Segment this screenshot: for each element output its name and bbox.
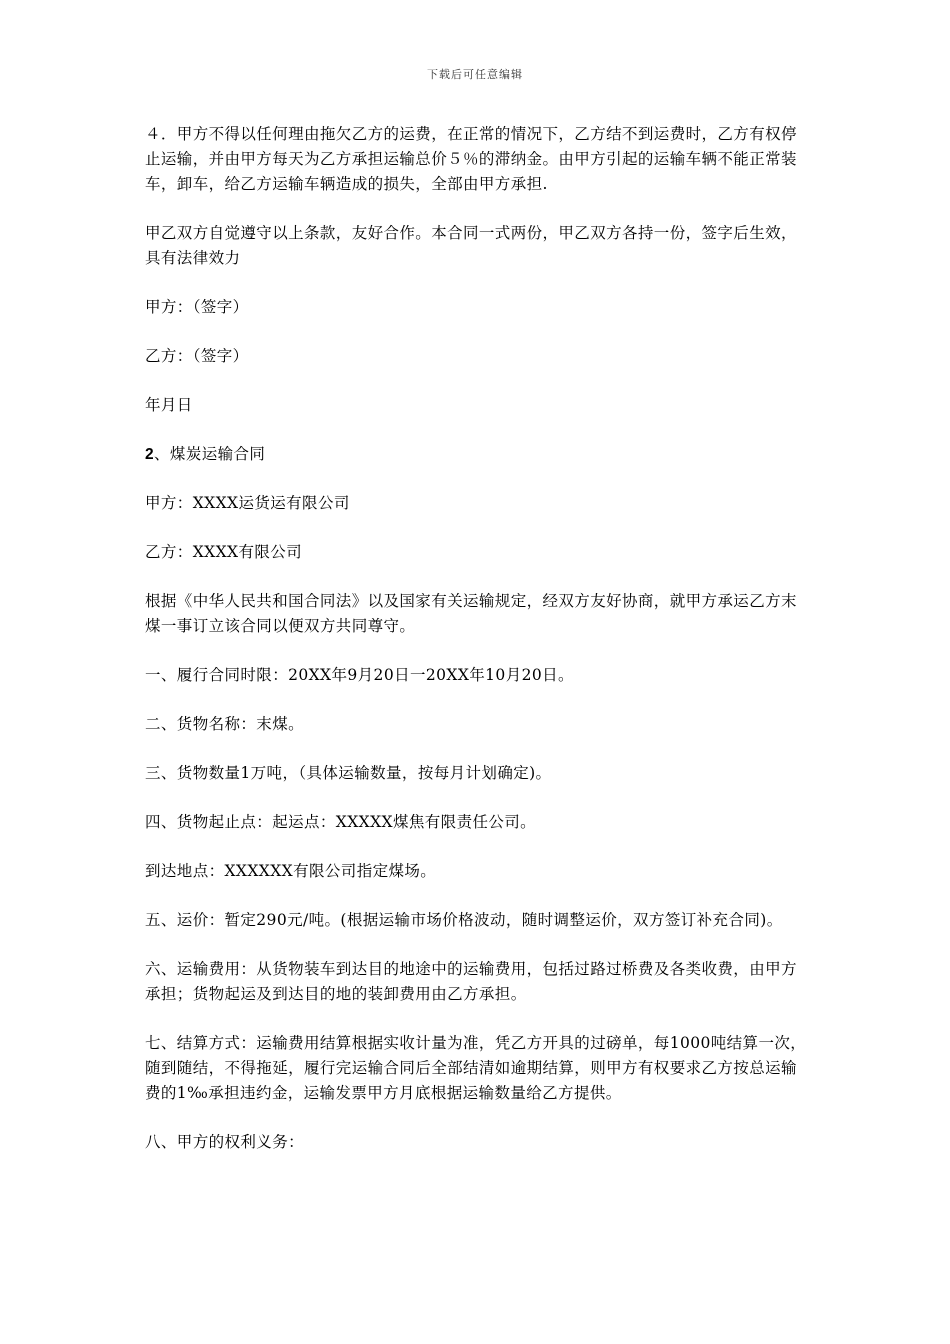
price-clause: 五、运价：暂定290元/吨。(根据运输市场价格波动，随时调整运价，双方签订补充合同)。 [145, 911, 783, 929]
goods-quantity-clause: 三、货物数量1万吨，（具体运输数量，按每月计划确定)。 [145, 764, 552, 782]
section-heading [145, 442, 810, 467]
goods-name-clause: 二、货物名称：末煤。 [145, 715, 305, 733]
settlement-clause: 七、结算方式：运输费用结算根据实收计量为准，凭乙方开具的过磅单，每1000吨结算一次，随到随结，不得拖延，履行完运输合同后全部结清如逾期结算，则甲方有权要求乙方按总运输费的1‰承担违约金，运输发票甲方月底根据运输数量给乙方提供。 [145, 1034, 807, 1102]
party-a-rights-heading: 八、甲方的权利义务： [145, 1133, 305, 1151]
section-title: 、煤炭运输合同 [154, 445, 266, 463]
party-a-signature: 甲方：（签字） [145, 298, 249, 316]
section-number: 2 [145, 446, 155, 463]
term-clause: 一、履行合同时限：20XX年9月20日一20XX年10月20日。 [145, 666, 574, 684]
destination-clause: 到达地点：XXXXXX有限公司指定煤场。 [145, 862, 437, 880]
page-header: 下载后可任意编辑 [427, 68, 523, 81]
document-body [145, 122, 810, 1179]
party-b-name: 乙方：XXXX有限公司 [145, 543, 303, 561]
transport-cost-clause: 六、运输费用：从货物装车到达目的地途中的运输费用，包括过路过桥费及各类收费，由甲方承担；货物起运及到达目的地的装卸费用由乙方承担。 [145, 960, 797, 1003]
agreement-paragraph: 甲乙双方自觉遵守以上条款，友好合作。本合同一式两份，甲乙双方各持一份，签字后生效，具有法律效力 [145, 224, 797, 267]
clause-4-paragraph: ４．甲方不得以任何理由拖欠乙方的运费，在正常的情况下，乙方结不到运费时，乙方有权停止运输，并由甲方每天为乙方承担运输总价５％的滞纳金。由甲方引起的运输车辆不能正常装车，卸车，给乙方运输车辆造成的损失，全部由甲方承担. [145, 125, 797, 193]
origin-clause: 四、货物起止点：起运点：XXXXX煤焦有限责任公司。 [145, 813, 537, 831]
preamble-paragraph: 根据《中华人民共和国合同法》以及国家有关运输规定，经双方友好协商，就甲方承运乙方末煤一事订立该合同以便双方共同尊守。 [145, 592, 797, 635]
party-b-signature: 乙方：（签字） [145, 347, 249, 365]
date-line: 年月日 [145, 396, 193, 414]
party-a-name: 甲方：XXXX运货运有限公司 [145, 494, 350, 512]
